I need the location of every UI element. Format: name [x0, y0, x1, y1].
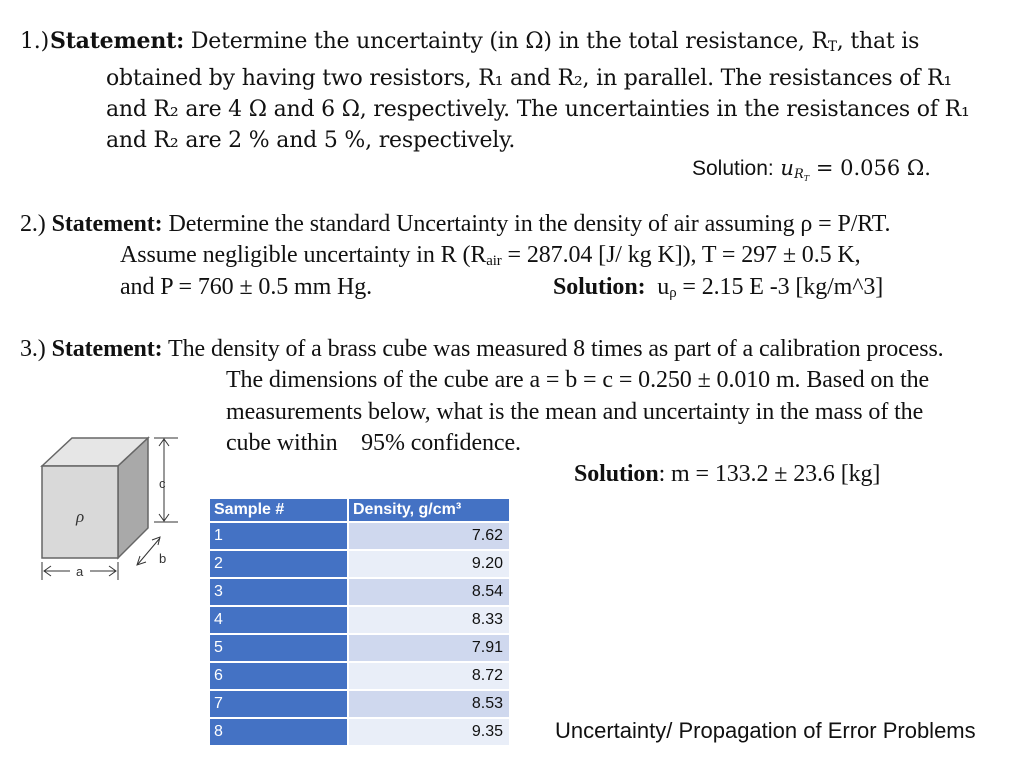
header-sample: Sample # [209, 498, 348, 522]
table-row [209, 522, 510, 550]
b-dimension-arrow [137, 537, 160, 565]
sample-cell: 3 [209, 578, 348, 606]
table-row [209, 718, 510, 746]
problem-1-line4: and R₂ are 2 % and 5 %, respectively. [106, 128, 516, 153]
problem-2-solution-b: = 2.15 E -3 [kg/m^3] [676, 274, 884, 300]
problem-1-line1-end: , that is [836, 29, 920, 54]
sample-cell: 5 [209, 634, 348, 662]
problem-1-solution [692, 156, 931, 183]
problem-1-solution-value: = 0.056 Ω. [809, 156, 931, 180]
a-label: a [76, 564, 84, 579]
problem-1-solution-var: u [780, 156, 794, 180]
b-label: b [159, 551, 167, 566]
rho-label: ρ [76, 507, 85, 526]
problem-1-line1-sub: T [827, 39, 837, 55]
problem-2-line3: and P = 760 ± 0.5 mm Hg. [120, 274, 373, 300]
header-density: Density, g/cm³ [348, 498, 510, 522]
table-row [209, 634, 510, 662]
density-table [208, 497, 511, 747]
problem-1-line2: obtained by having two resistors, R₁ and R₂, in parallel. The resistances of R₁ [106, 66, 953, 91]
problem-2-number: 2.) [20, 211, 46, 237]
problem-2-label: Statement: [51, 211, 163, 237]
problem-3-text: The density of a brass cube was measured 8 times as part of a calibration process. [168, 336, 944, 362]
problem-3-solution [574, 459, 880, 490]
table-row [209, 550, 510, 578]
sample-cell: 8 [209, 718, 348, 746]
sample-cell: 6 [209, 662, 348, 690]
problem-1-label: Statement: [50, 28, 185, 54]
footer-caption: Uncertainty/ Propagation of Error Problems [555, 718, 976, 743]
density-cell: 8.72 [348, 662, 510, 690]
problem-3-solution-label: Solution [574, 461, 659, 487]
problem-2-line1 [20, 209, 890, 240]
problem-1-body [50, 26, 1018, 156]
problem-1-solution-label: Solution: [692, 157, 774, 180]
problem-1-number: 1.) [20, 29, 49, 54]
problem-3-line1 [20, 334, 944, 365]
sample-cell: 7 [209, 690, 348, 718]
cube-diagram [30, 430, 190, 580]
problem-1-solution-var-subsub: T [803, 174, 810, 183]
problem-3-solution-value: : m = 133.2 ± 23.6 [kg] [658, 461, 881, 487]
sample-cell: 4 [209, 606, 348, 634]
problem-2-line2-b: = 287.04 [J/ kg K]), T = 297 ± 0.5 K, [501, 242, 861, 268]
problem-2-solution-a: u [657, 274, 670, 300]
problem-3-number: 3.) [20, 336, 46, 362]
problem-2-solution-label: Solution: [553, 274, 646, 300]
problem-1-solution-var-sub: R [793, 167, 804, 182]
table-row [209, 690, 510, 718]
problem-3-line2: The dimensions of the cube are a = b = c = 0.250 ± 0.010 m. Based on the [226, 367, 930, 393]
density-cell: 8.53 [348, 690, 510, 718]
table-header-row [209, 498, 510, 522]
table-row [209, 578, 510, 606]
problem-2-solution [553, 272, 883, 309]
sample-cell: 1 [209, 522, 348, 550]
table-row [209, 662, 510, 690]
problem-3-label: Statement: [51, 336, 163, 362]
table-row [209, 606, 510, 634]
density-cell: 9.35 [348, 718, 510, 746]
problem-3-line3: measurements below, what is the mean and uncertainty in the mass of the [226, 399, 924, 425]
sample-cell: 2 [209, 550, 348, 578]
density-cell: 8.54 [348, 578, 510, 606]
problem-1-line1: Determine the uncertainty (in Ω) in the total resistance, R [190, 29, 828, 54]
problem-3-line4: cube within 95% confidence. [226, 430, 521, 456]
c-label: c [159, 476, 166, 491]
density-cell: 7.91 [348, 634, 510, 662]
problem-2-line2-a: Assume negligible uncertainty in R (R [120, 242, 487, 268]
density-cell: 8.33 [348, 606, 510, 634]
problem-2-text: Determine the standard Uncertainty in the density of air assuming ρ = P/RT. [168, 211, 891, 237]
problem-1-line3: and R₂ are 4 Ω and 6 Ω, respectively. The uncertainties in the resistances of R₁ [106, 97, 970, 122]
c-dimension-arrow [154, 438, 178, 522]
problem-2-solution-sub: ρ [669, 285, 677, 301]
density-cell: 7.62 [348, 522, 510, 550]
problem-2-line2-sub: air [486, 253, 502, 269]
density-cell: 9.20 [348, 550, 510, 578]
